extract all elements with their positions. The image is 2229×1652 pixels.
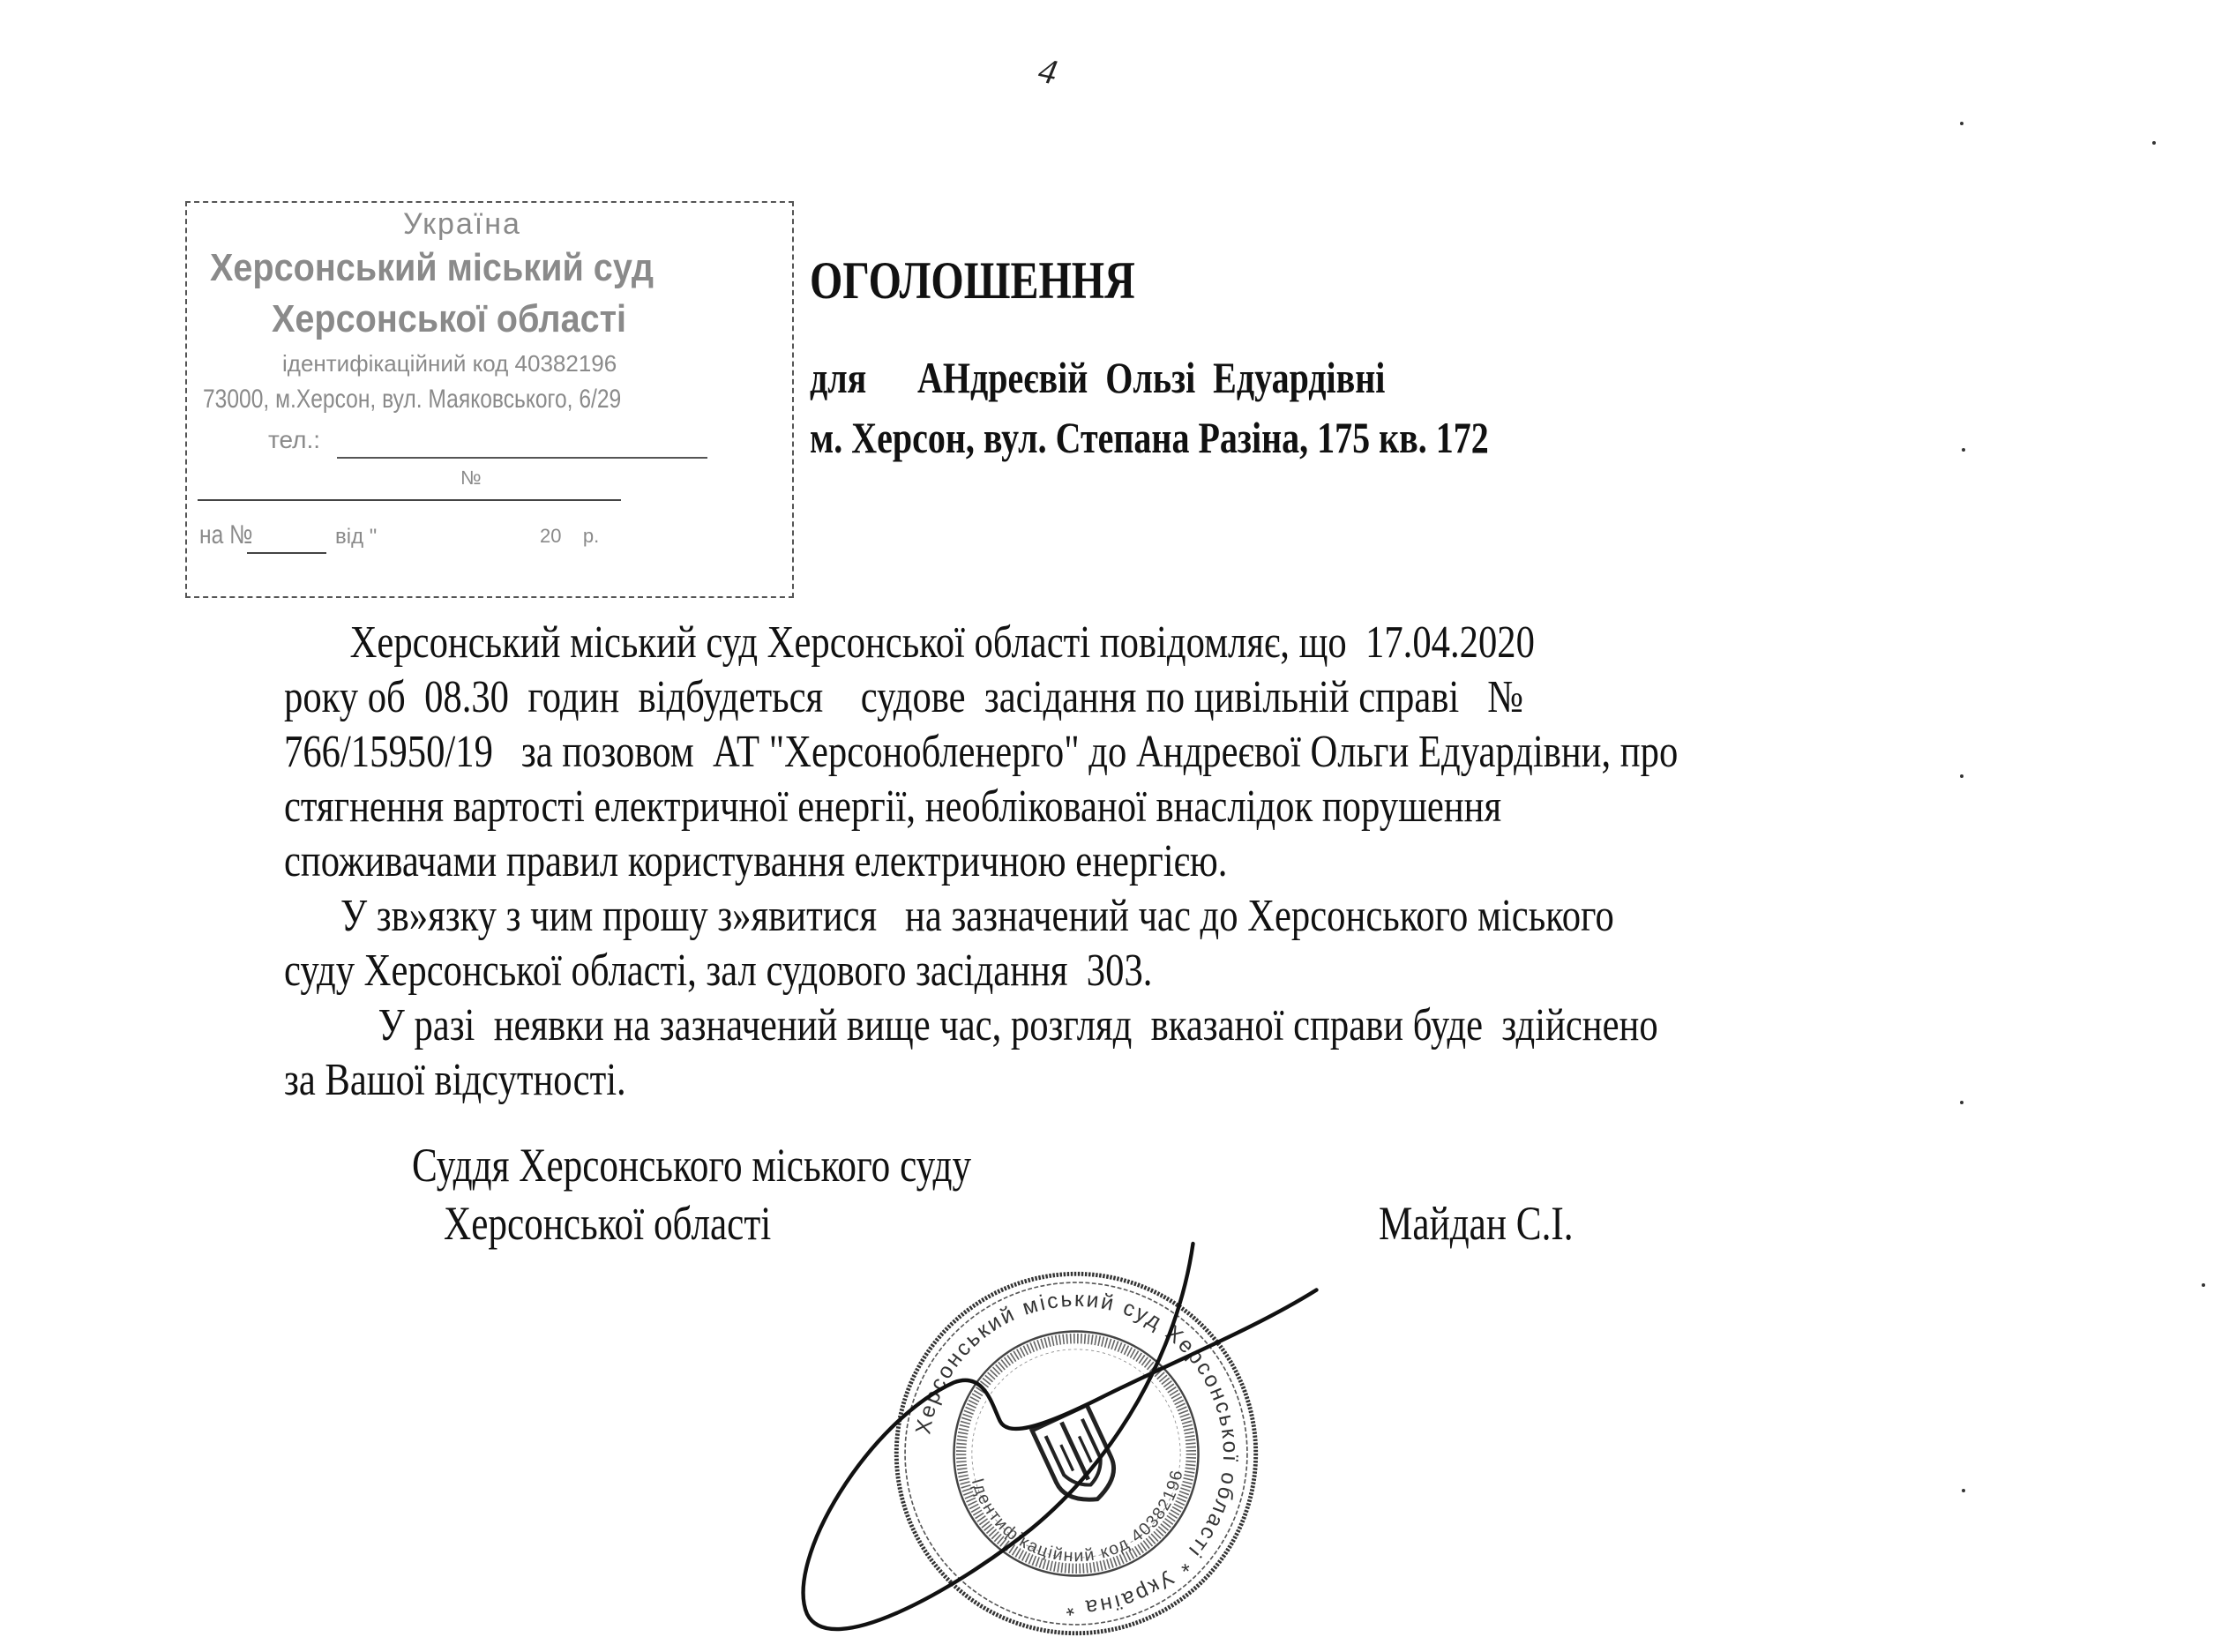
- seal-inner-text: Ідентифікаційний код 40382196: [967, 1467, 1187, 1566]
- stamp-reply-to-label: на №: [199, 520, 253, 549]
- body-line: року об 08.30 годин відбудеться судове засідання по цивільній справі №: [284, 672, 1523, 722]
- scan-dot: [2152, 141, 2156, 145]
- body-line: Херсонський міський суд Херсонської області повідомляє, що 17.04.2020: [284, 617, 1535, 668]
- recipient-for-label: для: [810, 353, 867, 402]
- body-line: споживачами правил користування електричною енергією.: [284, 836, 1228, 886]
- stamp-divider: [198, 499, 621, 501]
- stamp-from-label: від ": [335, 525, 378, 549]
- document-title: ОГОЛОШЕННЯ: [810, 251, 1135, 310]
- judge-title-line1: Суддя Херсонського міського суду: [412, 1139, 972, 1192]
- stamp-year-label: 20 р.: [540, 525, 600, 547]
- body-line: У разі неявки на зазначений вище час, розгляд вказаної справи буде здійснено: [284, 1000, 1658, 1050]
- stamp-reply-underline: [247, 552, 326, 554]
- handwritten-signature: [776, 1217, 1394, 1641]
- stamp-id-code: ідентифікаційний код 40382196: [282, 350, 617, 377]
- judge-name: Майдан С.І.: [1379, 1197, 1574, 1250]
- stamp-tel-underline: [337, 457, 707, 459]
- page-number-mark: 4: [1035, 49, 1061, 93]
- stamp-country: Україна: [403, 207, 521, 241]
- stamp-court-name: Херсонський міський суд: [210, 246, 654, 289]
- stamp-tel-label: тел.:: [268, 426, 321, 453]
- stamp-address: 73000, м.Херсон, вул. Маяковського, 6/29: [203, 385, 622, 414]
- body-line: 766/15950/19 за позовом АТ "Херсонобленерго" до Андреєвої Ольги Едуардівни, про: [284, 727, 1679, 777]
- body-line: за Вашої відсутності.: [284, 1055, 626, 1105]
- scan-dot: [1960, 774, 1963, 778]
- scan-dot: [1960, 1101, 1963, 1104]
- stamp-region: Херсонської області: [272, 297, 627, 340]
- scan-dot: [2202, 1283, 2205, 1287]
- judge-title-line2: Херсонської області: [444, 1197, 772, 1250]
- body-line: стягнення вартості електричної енергії, необлікованої внаслідок порушення: [284, 781, 1502, 832]
- body-line: суду Херсонської області, зал судового засідання 303.: [284, 946, 1153, 996]
- scan-dot: [1962, 1489, 1965, 1492]
- scan-dot: [1960, 122, 1963, 125]
- recipient-name: АНдреєвій Ользі Едуардівні: [917, 353, 1386, 402]
- scan-dot: [1962, 448, 1965, 452]
- court-corner-stamp: [185, 201, 794, 598]
- recipient-address: м. Херсон, вул. Степана Разіна, 175 кв. 172: [810, 413, 1489, 462]
- body-line: У зв»язку з чим прошу з»явитися на зазначений час до Херсонського міського: [284, 891, 1614, 941]
- stamp-number-label: №: [460, 467, 482, 489]
- seal-outer-text: Херсонський міський суд Херсонської області * Україна *: [911, 1287, 1243, 1620]
